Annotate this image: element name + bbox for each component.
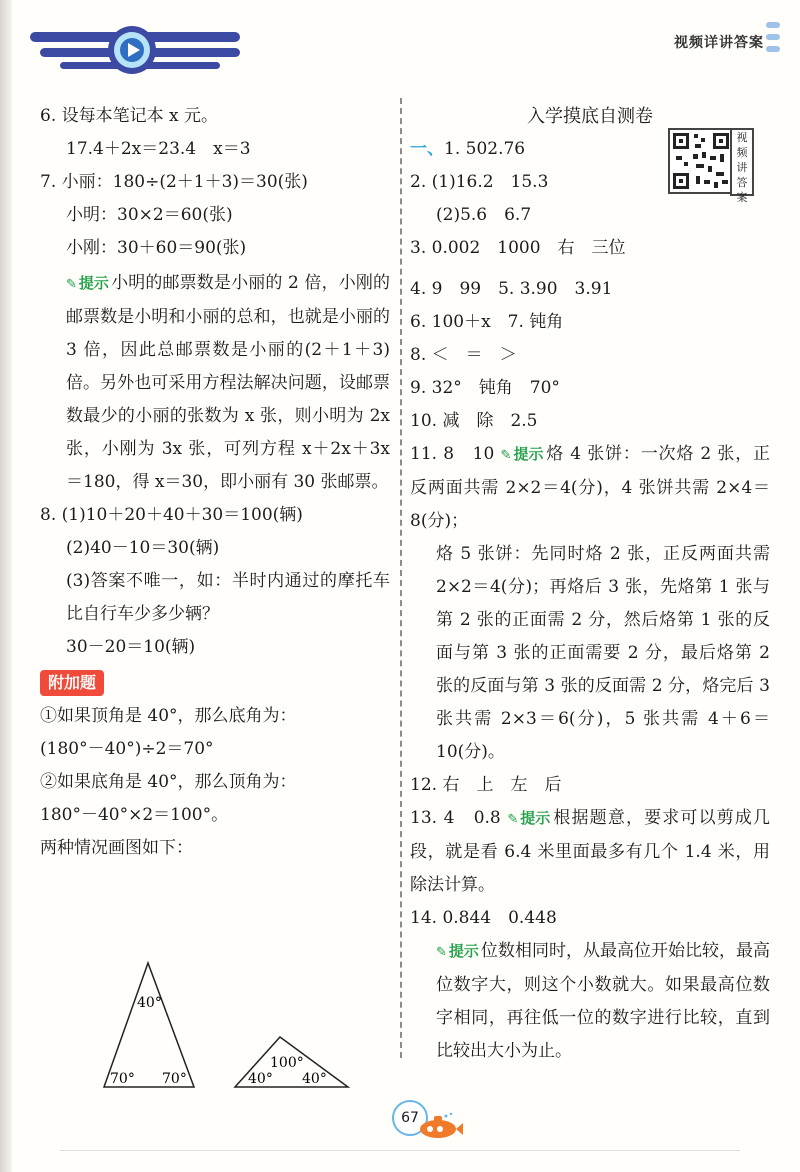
hint-leaf-icon: ✎ (66, 277, 77, 292)
triangle-apex-40 (104, 963, 194, 1087)
hint-leaf-icon: ✎ (500, 448, 512, 463)
answer-video-label: 视频详讲答案 (674, 35, 764, 51)
hint-label: 提示 (448, 942, 479, 960)
answer-14: 14. 0.844 0.448 (410, 908, 557, 928)
extra-line2: (180°－40°)÷2＝70° (40, 739, 214, 759)
hint-leaf-icon: ✎ (436, 945, 447, 960)
answer-1: 1. 502.76 (444, 139, 526, 159)
answer-6-7: 6. 100＋x 7. 钝角 (410, 312, 564, 332)
extra-question-title: 附加题 (40, 670, 104, 696)
answer-4-5: 4. 9 99 5. 3.90 3.91 (410, 279, 613, 299)
qr-code-icon[interactable] (668, 128, 734, 194)
extra-line1: ①如果顶角是 40°，那么底角为： (40, 706, 297, 726)
triangle-figures (90, 955, 370, 1095)
hint-label: 提示 (78, 274, 109, 292)
answer-13 (410, 802, 770, 902)
q7-line2: 小明：30×2＝60(张) (66, 205, 233, 225)
q8-line4: 30－20＝10(辆) (66, 637, 196, 657)
answer-14-hint: 位数相同时，从最高位开始比较，最高位数字大，则这个小数就大。如果最高位数字相同，再往低一位的数字进行比较，直到比较出大小为止。 (436, 941, 770, 1061)
extra-line3: ②如果底角是 40°，那么顶角为： (40, 772, 297, 792)
answer-11-values: 11. 8 10 (410, 444, 495, 464)
answer-11-more: 烙 5 张饼：先同时烙 2 张，正反两面共需 2×2＝4(分)；再烙后 3 张，先烙第 1 张与第 2 张的正面需 2 分，然后烙第 1 张的反面与第 3 张的正面需要 2 分，最后烙第 2 张的反面与第 3 张的反面需 2 分，烙完后 3 张共需 2×3＝6(分)，5 张共需 4＋6＝10(分)。 (436, 544, 770, 762)
tri1-left-angle: 70° (110, 1071, 135, 1087)
extra-line5: 两种情况画图如下： (40, 838, 193, 858)
answer-13-values: 13. 4 0.8 (410, 808, 501, 828)
answer-13-hint: 根据题意，要求可以剪成几段，就是看 6.4 米里面最多有几个 1.4 米，用除法计算。 (410, 808, 771, 895)
bottom-rule (60, 1150, 740, 1151)
answer-8: 8. ＜ ＝ ＞ (410, 345, 517, 365)
tri1-top-angle: 40° (137, 995, 162, 1011)
answer-2b: (2)5.6 6.7 (436, 205, 532, 225)
q6-line1: 6. 设每本笔记本 x 元。 (40, 106, 219, 126)
section-title: 入学摸底自测卷 (527, 106, 653, 127)
answer-10: 10. 减 除 2.5 (410, 411, 538, 431)
q7-line3: 小刚：30＋60＝90(张) (66, 238, 247, 258)
right-column (410, 100, 770, 1068)
q8-line3: (3)答案不唯一，如：半时内通过的摩托车比自行车少多少辆？ (66, 571, 390, 624)
page-edge-shadow (0, 0, 12, 1172)
q8-line1: 8. (1)10＋20＋40＋30＝100(辆) (40, 505, 303, 525)
tri2-top-angle: 100° (270, 1055, 304, 1071)
hint-leaf-icon: ✎ (507, 812, 519, 827)
q7-hint (40, 267, 390, 499)
q7-hint-text: 小明的邮票数是小丽的 2 倍，小刚的邮票数是小明和小丽的总和，也就是小丽的 3 倍，因此总邮票数是小丽的(2＋1＋3)倍。另外也可采用方程法解决问题，设邮票数最少的小丽的张数为 x 张，则小明为 2x 张，小刚为 3x 张，可列方程 x＋2x＋3x＝180，得 x＝30，即小丽有 30 张邮票。 (66, 273, 390, 492)
hint-label: 提示 (520, 809, 551, 827)
section-one-marker: 一、 (410, 139, 444, 159)
tri1-right-angle: 70° (162, 1071, 187, 1087)
tri2-left-angle: 40° (248, 1071, 273, 1087)
q8-line2: (2)40－10＝30(辆) (66, 538, 220, 558)
submarine-icon (416, 1112, 464, 1140)
q7-line1: 7. 小丽：180÷(2＋1＋3)＝30(张) (40, 172, 308, 192)
qr-video-label: 视频讲答案 (730, 128, 754, 196)
answer-9: 9. 32° 钝角 70° (410, 378, 560, 398)
hint-label: 提示 (513, 445, 544, 463)
video-banner (10, 18, 260, 78)
answer-3: 3. 0.002 1000 右 三位 (410, 238, 626, 258)
page-footer (392, 1098, 472, 1148)
left-column (40, 100, 390, 865)
extra-line4: 180°－40°×2＝100°。 (40, 805, 229, 825)
answer-11-hint: 烙 4 张饼：一次烙 2 张，正反两面共需 2×2＝4(分)，4 张饼共需 2×4＝8(分)； (410, 444, 771, 531)
tri2-right-angle: 40° (302, 1071, 327, 1087)
answer-12: 12. 右 上 左 后 (410, 775, 562, 795)
answer-2a: 2. (1)16.2 15.3 (410, 172, 549, 192)
q6-line2: 17.4＋2x＝23.4 x＝3 (66, 139, 251, 159)
column-divider (400, 98, 402, 1058)
answer-14-hint-block (410, 935, 770, 1068)
answer-11 (410, 438, 770, 538)
header-decoration (766, 22, 780, 70)
page-number: 67 (392, 1100, 428, 1136)
